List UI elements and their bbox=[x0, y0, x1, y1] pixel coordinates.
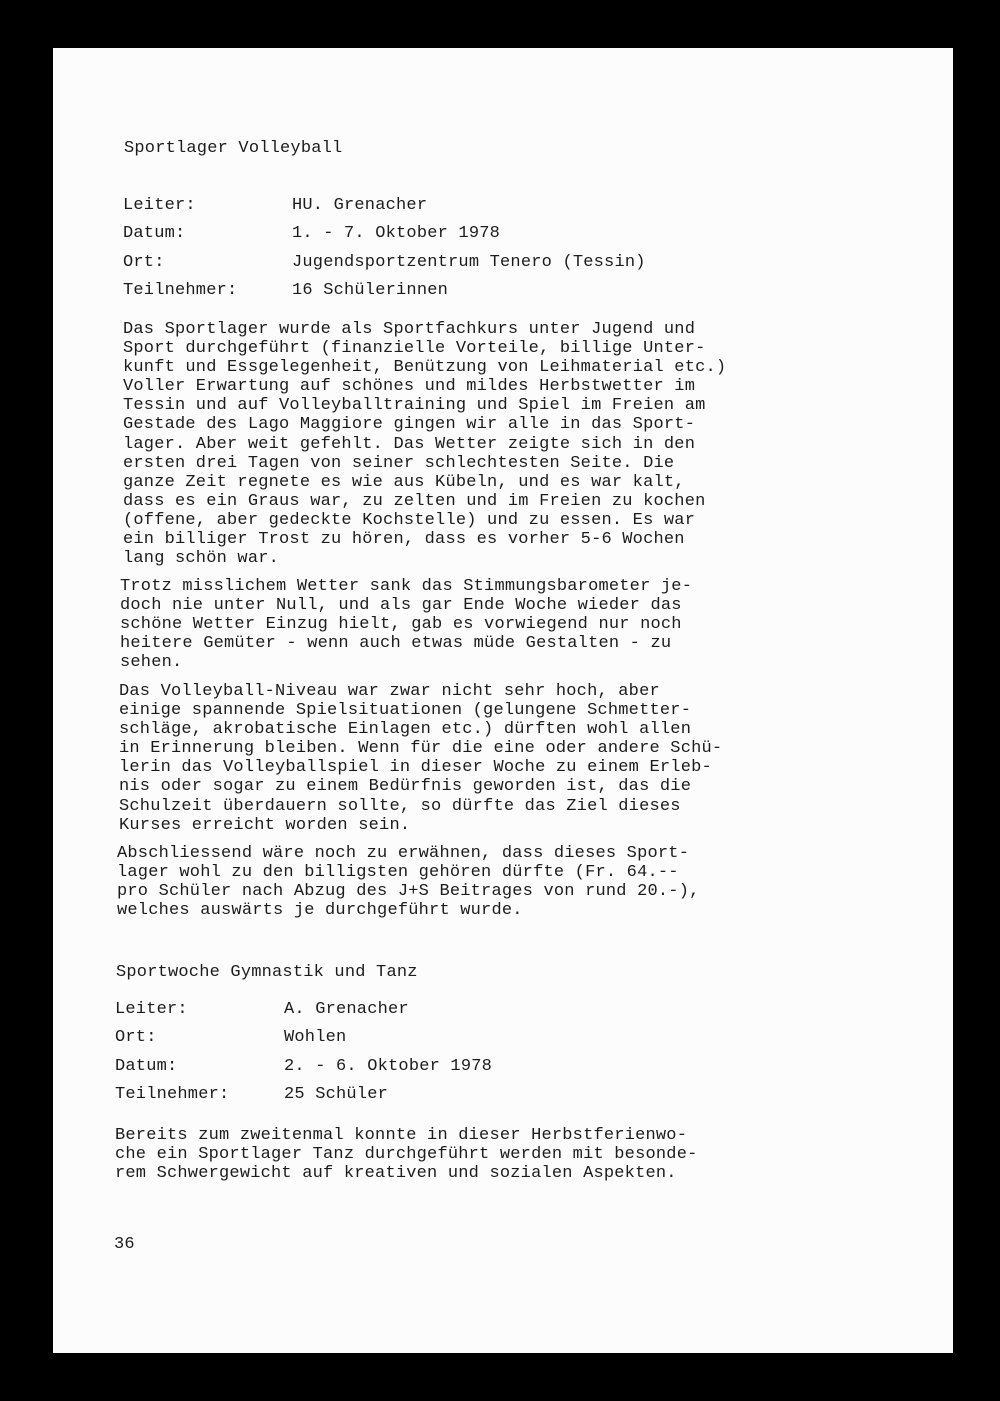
meta-label: Teilnehmer: bbox=[115, 1085, 230, 1104]
meta-value: 25 Schüler bbox=[284, 1085, 389, 1104]
meta-label: Ort: bbox=[123, 253, 165, 272]
paragraph-lager: Das Sportlager wurde als Sportfachkurs unter Jugend und Sport durchgeführt (finanzielle Vorteile, billige Unter- kunft und Essgelegenheit, Benützung von Leihmaterial etc.) Voller Erwartung auf schönes und mildes Herbstwetter im Tessin und auf Volleyballtraining und Spiel im Freien am Gestade des Lago Maggiore gingen wir alle in das Sport- lager. Aber weit gefehlt. Das Wetter zeigte sich in den ersten drei Tagen von seiner schlechtesten Seite. Die ganze Zeit regnete es wie aus Kübeln, und es war kalt, dass es ein Graus war, zu zelten und im Freien zu kochen (offene, aber gedeckte Kochstelle) und zu essen. Es war ein billiger Trost zu hören, dass es vorher 5-6 Wochen lang schön war. bbox=[123, 320, 727, 569]
paragraph-abschluss: Abschliessend wäre noch zu erwähnen, dass dieses Sport- lager wohl zu den billigsten gehören dürfte (Fr. 64.-- pro Schüler nach Abzug des J+S Beitrages von rund 20.-), welches auswärts je durchgeführt wurde. bbox=[117, 844, 700, 921]
page-number: 36 bbox=[114, 1235, 135, 1254]
meta-value: Jugendsportzentrum Tenero (Tessin) bbox=[292, 253, 646, 272]
meta-value: HU. Grenacher bbox=[292, 196, 428, 215]
meta-value: 16 Schülerinnen bbox=[292, 281, 449, 300]
document-page bbox=[53, 48, 953, 1353]
paragraph-niveau: Das Volleyball-Niveau war zwar nicht sehr hoch, aber einige spannende Spielsituationen (gelungene Schmetter- schläge, akrobatische Einlagen etc.) dürften wohl allen in Erinnerung bleiben. Wenn für die eine oder andere Schü- lerin das Volleyballspiel in dieser Woche zu einem Erleb- nis oder sogar zu einem Bedürfnis geworden ist, das die Schulzeit überdauern sollte, so dürfte das Ziel dieses Kurses erreicht worden sein. bbox=[119, 682, 723, 835]
meta-value: Wohlen bbox=[284, 1028, 347, 1047]
meta-label: Ort: bbox=[115, 1028, 157, 1047]
paragraph-wetter: Trotz misslichem Wetter sank das Stimmungsbarometer je- doch nie unter Null, und als gar Ende Woche wieder das schöne Wetter Einzug hielt, gab es vorwiegend nur noch heitere Gemüter - wenn auch etwas müde Gestalten - zu sehen. bbox=[120, 577, 693, 673]
meta-label: Leiter: bbox=[115, 1000, 188, 1019]
meta-value: 1. - 7. Oktober 1978 bbox=[292, 224, 501, 243]
meta-label: Teilnehmer: bbox=[123, 281, 238, 300]
meta-value: 2. - 6. Oktober 1978 bbox=[284, 1057, 493, 1076]
meta-value: A. Grenacher bbox=[284, 1000, 409, 1019]
meta-label: Leiter: bbox=[123, 196, 196, 215]
meta-label: Datum: bbox=[123, 224, 186, 243]
section-title-volleyball: Sportlager Volleyball bbox=[124, 139, 343, 158]
paragraph-tanz: Bereits zum zweitenmal konnte in dieser Herbstferienwo- che ein Sportlager Tanz durchgeführt werden mit besonde- rem Schwergewicht auf kreativen und sozialen Aspekten. bbox=[115, 1126, 698, 1184]
meta-label: Datum: bbox=[115, 1057, 178, 1076]
section-title-gymnastik: Sportwoche Gymnastik und Tanz bbox=[116, 963, 418, 982]
